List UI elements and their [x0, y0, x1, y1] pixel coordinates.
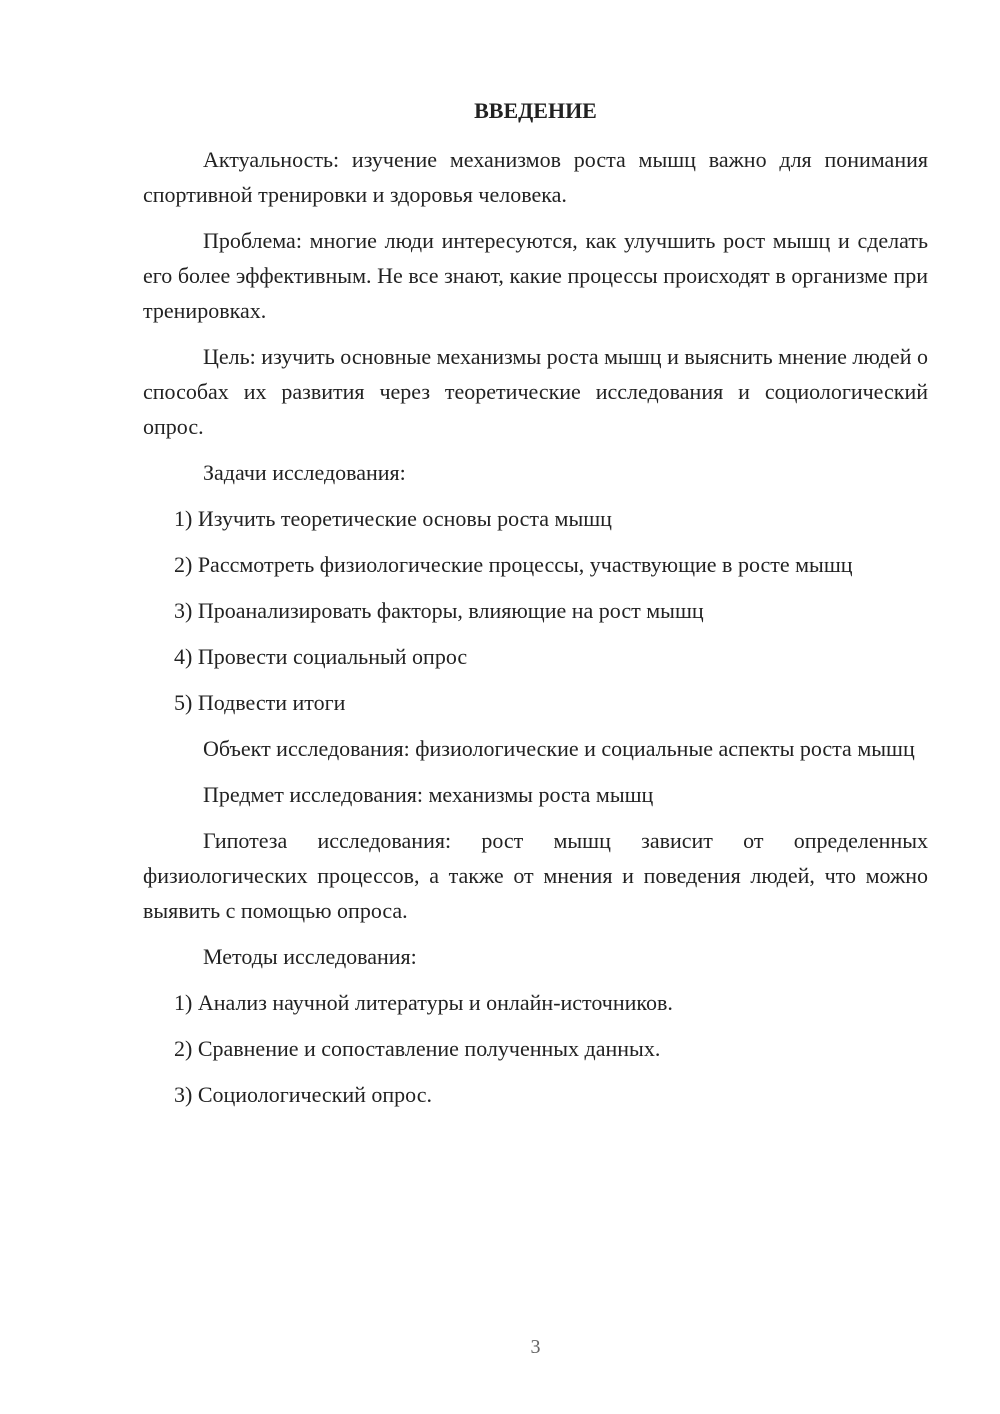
document-page [143, 0, 928, 1414]
object-paragraph: Объект исследования: физиологические и социальные аспекты роста мышц [203, 736, 915, 761]
document-body [143, 142, 928, 1123]
method-item: 2) Сравнение и сопоставление полученных данных. [174, 1036, 661, 1061]
task-item: 1) Изучить теоретические основы роста мышц [174, 506, 612, 531]
task-item: 4) Провести социальный опрос [174, 644, 468, 669]
page-number: 3 [530, 1336, 541, 1358]
subject-paragraph: Предмет исследования: механизмы роста мышц [203, 782, 654, 807]
goal-paragraph: Цель: изучить основные механизмы роста мышц и выяснить мнение людей о способах их развития через теоретические исследования и социологический опрос. [143, 344, 928, 439]
task-item: 5) Подвести итоги [174, 690, 346, 715]
problem-paragraph: Проблема: многие люди интересуются, как улучшить рост мышц и сделать его более эффективным. Не все знают, какие процессы происходят в организме при тренировках. [143, 228, 928, 323]
section-heading: ВВЕДЕНИЕ [474, 98, 597, 123]
methods-heading: Методы исследования: [203, 944, 417, 969]
method-item: 3) Социологический опрос. [174, 1082, 432, 1107]
hypothesis-paragraph: Гипотеза исследования: рост мышц зависит от определенных физиологических процессов, а также от мнения и поведения людей, что можно выявить с помощью опроса. [143, 828, 928, 923]
method-item: 1) Анализ научной литературы и онлайн-источников. [174, 990, 673, 1015]
task-item: 3) Проанализировать факторы, влияющие на рост мышц [174, 598, 704, 623]
task-item: 2) Рассмотреть физиологические процессы, участвующие в росте мышц [174, 552, 853, 577]
tasks-heading: Задачи исследования: [203, 460, 406, 485]
relevance-paragraph: Актуальность: изучение механизмов роста мышц важно для понимания спортивной тренировки и здоровья человека. [143, 147, 928, 207]
